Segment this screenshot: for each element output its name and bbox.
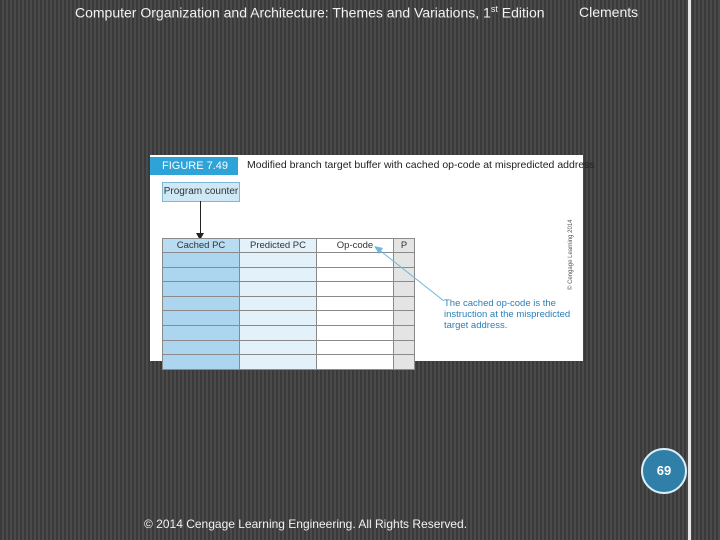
- figure-credit: © Cengage Learning 2014: [568, 219, 574, 290]
- figure-image: [150, 155, 595, 361]
- slide-header-title: Computer Organization and Architecture: Themes and Variations, 1st Edition: [75, 4, 545, 21]
- copyright-footer: © 2014 Cengage Learning Engineering. All Rights Reserved.: [144, 517, 468, 531]
- column-header-p: P: [394, 239, 415, 253]
- column-header-predicted-pc: Predicted PC: [240, 239, 317, 253]
- column-header-op-code: Op-code: [317, 239, 394, 253]
- figure-caption: Modified branch target buffer with cached op-code at mispredicted address: [247, 159, 595, 171]
- figure-label: FIGURE 7.49: [150, 157, 238, 175]
- page-number-badge: 69: [641, 448, 687, 494]
- annotation-text: The cached op-code is the instruction at the mispredicted target address.: [444, 298, 571, 331]
- column-header-cached-pc: Cached PC: [163, 239, 240, 253]
- slide-header-author: Clements: [579, 4, 639, 20]
- program-counter-box: Program counter: [162, 182, 240, 202]
